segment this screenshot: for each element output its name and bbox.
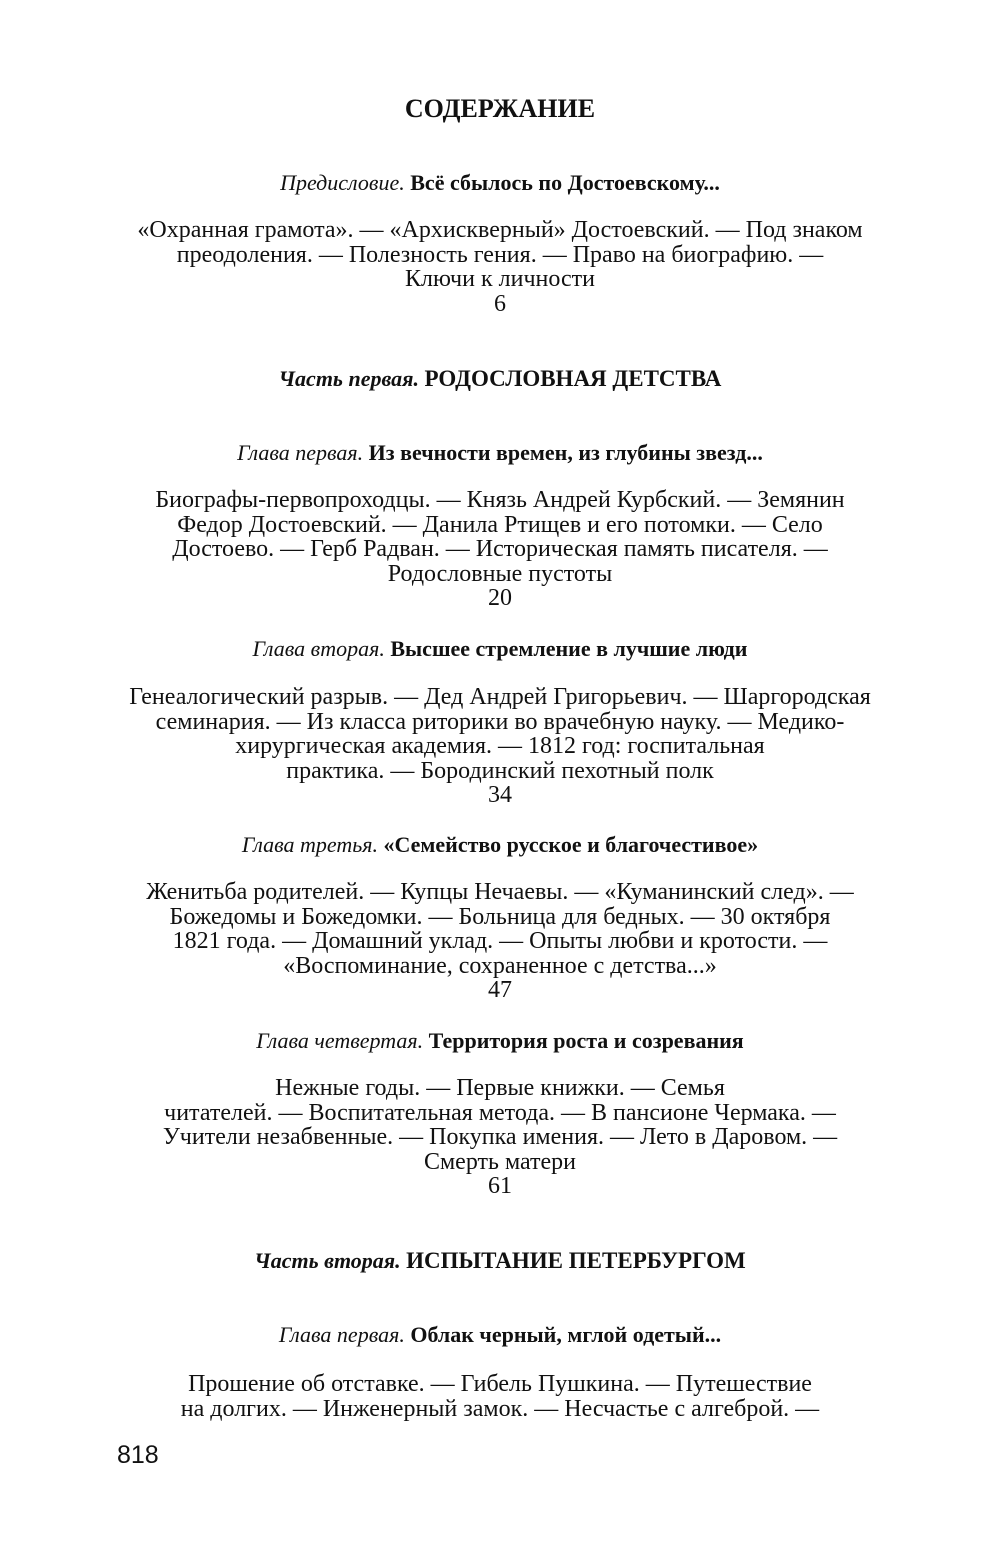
page-number: 818 <box>117 1441 159 1469</box>
chapter-title: Облак черный, мглой одетый... <box>410 1322 722 1347</box>
description-line: читателей. — Воспитательная метода. — В пансионе Чермака. — <box>164 1099 836 1126</box>
description-line: Женитьба родителей. — Купцы Нечаевы. — «Куманинский след». — <box>146 879 854 905</box>
description-line: практика. — Бородинский пехотный полк <box>286 757 714 784</box>
chapter-heading <box>0 1026 1000 1056</box>
page-title: СОДЕРЖАНИЕ <box>404 94 596 123</box>
page-reference: 6 <box>494 290 506 317</box>
chapter-label: Глава вторая. <box>252 636 385 661</box>
description-line: семинария. — Из класса риторики во врачебную науку. — Медико- <box>155 708 845 735</box>
chapter-description <box>0 880 1000 1003</box>
part-label: Часть вторая. <box>254 1248 401 1273</box>
chapter-label: Глава первая. <box>278 1322 405 1347</box>
description-line: Ключи к личности <box>405 266 595 293</box>
page-reference: 34 <box>488 782 512 809</box>
part-heading <box>0 364 1000 394</box>
chapter-label: Глава третья. <box>241 832 378 857</box>
page-reference: 47 <box>488 977 512 1004</box>
description-line: Смерть матери <box>423 1148 576 1175</box>
description-line: преодоления. — Полезность гения. — Право на биографию. — <box>176 241 824 268</box>
chapter-title: Территория роста и созревания <box>428 1028 744 1053</box>
chapter-description <box>0 1076 1000 1199</box>
part-title: РОДОСЛОВНАЯ ДЕТСТВА <box>424 366 722 391</box>
preface-label: Предисловие. <box>280 170 405 195</box>
description-line: Биографы-первопроходцы. — Князь Андрей Курбский. — Земянин <box>155 487 845 513</box>
description-line: «Воспоминание, сохраненное с детства...» <box>283 952 717 979</box>
page-reference: 20 <box>488 585 512 612</box>
chapter-title: Высшее стремление в лучшие люди <box>390 636 748 661</box>
description-line: Учители незабвенные. — Покупка имения. — Лето в Даровом. — <box>162 1124 838 1151</box>
chapter-heading <box>0 1320 1000 1350</box>
chapter-title: Из вечности времен, из глубины звезд... <box>368 440 763 465</box>
part-heading <box>0 1246 1000 1276</box>
chapter-heading <box>0 438 1000 468</box>
chapter-label: Глава первая. <box>237 440 364 465</box>
preface-description <box>0 218 1000 316</box>
description-line: хирургическая академия. — 1812 год: госпитальная <box>235 733 765 760</box>
description-line: Федор Достоевский. — Данила Ртищев и его потомки. — Село <box>177 511 823 538</box>
description-line: Нежные годы. — Первые книжки. — Семья <box>275 1075 725 1101</box>
preface-heading <box>0 168 1000 198</box>
description-line: «Охранная грамота». — «Архискверный» Достоевский. — Под знаком <box>137 217 863 243</box>
part-title: ИСПЫТАНИЕ ПЕТЕРБУРГОМ <box>406 1248 746 1273</box>
chapter-heading <box>0 634 1000 664</box>
chapter-heading <box>0 830 1000 860</box>
description-line: 1821 года. — Домашний уклад. — Опыты любви и кротости. — <box>172 928 828 955</box>
part-label: Часть первая. <box>278 366 419 391</box>
chapter-description <box>0 685 1000 808</box>
chapter-description <box>0 488 1000 611</box>
description-line: Божедомы и Божедомки. — Больница для бедных. — 30 октября <box>169 903 831 930</box>
chapter-description <box>0 1372 1000 1421</box>
description-line: Прошение об отставке. — Гибель Пушкина. — Путешествие <box>188 1371 812 1397</box>
description-line: Родословные пустоты <box>387 560 613 587</box>
chapter-title: «Семейство русское и благочестивое» <box>383 832 759 857</box>
chapter-label: Глава четвертая. <box>256 1028 424 1053</box>
page-reference: 61 <box>488 1173 512 1200</box>
description-line: Генеалогический разрыв. — Дед Андрей Григорьевич. — Шаргородская <box>129 684 871 710</box>
description-line: на долгих. — Инженерный замок. — Несчастье с алгеброй. — <box>180 1395 820 1422</box>
preface-title: Всё сбылось по Достоевскому... <box>410 170 720 195</box>
description-line: Достоево. — Герб Радван. — Историческая память писателя. — <box>172 536 828 563</box>
